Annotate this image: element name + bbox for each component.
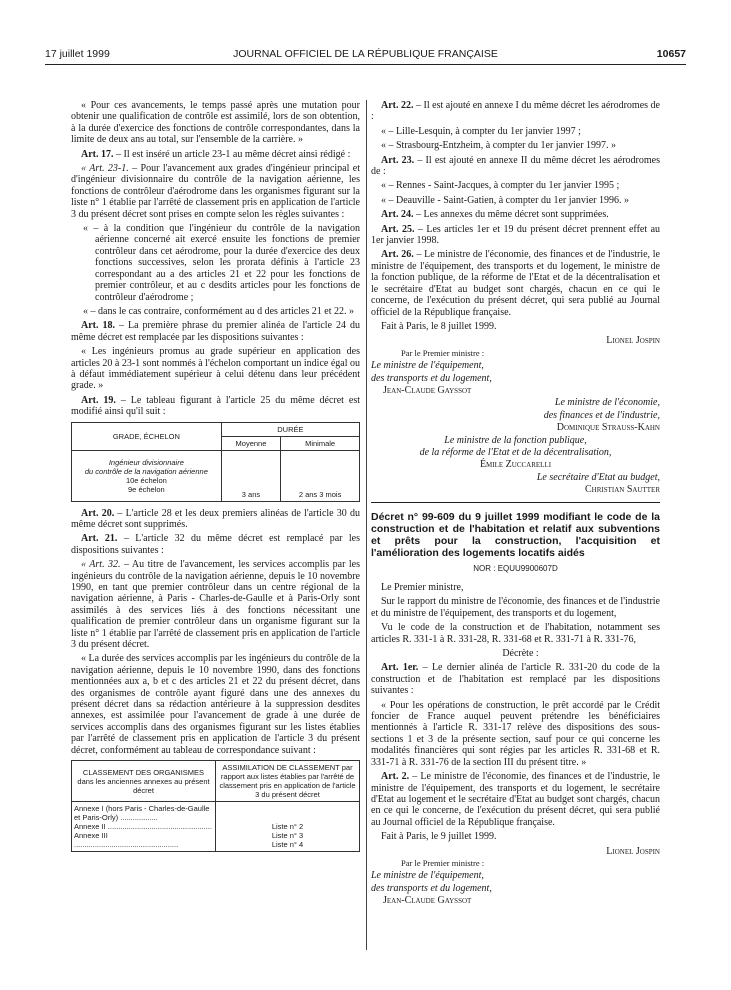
article-text: – Pour l'avancement aux grades d'ingénieur principal et d'ingénieur divisionnaire du contrôle de la navigation aérienne, les fonctions de contrôleur d'aérodrome dans les organismes figurant sur la liste n° 1 établie par l'arrêté de classement pris en application de l'article 3 du présent décret sont prises en compte selon les règles suivantes : xyxy=(71,163,360,220)
minister-title: Le ministre de l'équipement, xyxy=(371,360,484,372)
table-cell: 2 ans 3 mois xyxy=(281,450,360,501)
grade-line: Ingénieur divisionnaire xyxy=(108,457,184,467)
table-header: CLASSEMENT DES ORGANISMES dans les anciennes annexes au présent décret xyxy=(72,761,216,802)
article-label: Art. 25. xyxy=(381,223,415,235)
section-divider xyxy=(371,502,660,503)
paragraph: « La durée des services accomplis par les ingénieurs du contrôle de la navigation aérienne, depuis le 10 novembre 1990, dans des fonctions mentionnées aux a, b et c des articles 21 et 22 du présent décret, dans des organismes de contrôle ayant figuré dans une des annexes du présent décret dans sa rédaction antérieure à la suppression desdites annexes, est assimilée pour l'avancement de grade à une durée de services accomplis dans des organismes figurant sur les listes établies par l'arrêté de classement pris en application de l'article 3 du présent décret, conformément au tableau de correspondance suivant : xyxy=(71,653,360,756)
minister-title: des finances et de l'industrie, xyxy=(543,409,660,421)
grade-line: du contrôle de la navigation aérienne xyxy=(84,466,208,476)
table-row: Liste n° 2 xyxy=(271,822,304,832)
article-text: – Les articles 1er et 19 du présent décret prennent effet au 1er janvier 1998. xyxy=(371,223,661,247)
right-column xyxy=(371,100,660,908)
article-22 xyxy=(371,100,660,123)
paragraph: Vu le code de la construction et de l'habitation, notamment ses articles R. 331-1 à R. 331-28, R. 331-68 et R. 331-71 à R. 331-76, xyxy=(371,622,660,645)
list-item: « – Rennes - Saint-Jacques, à compter du 1er janvier 1995 ; xyxy=(381,180,620,192)
signature-date: Fait à Paris, le 8 juillet 1999. xyxy=(381,320,497,332)
table-cell xyxy=(72,450,222,501)
table-header: GRADE, ÉCHELON xyxy=(72,422,222,450)
article-label: « Art. 32. xyxy=(81,559,121,571)
signature-intro: Par le Premier ministre : xyxy=(401,347,485,358)
minister-title: Le ministre de l'équipement, xyxy=(371,870,484,882)
article-text: – L'article 32 du même décret est remplacé par les dispositions suivantes : xyxy=(71,533,361,556)
signatory: Émile Zuccarelli xyxy=(479,459,552,471)
article-label: Art. 26. xyxy=(381,249,414,261)
signature-date: Fait à Paris, le 9 juillet 1999. xyxy=(381,831,497,843)
table-cell xyxy=(72,802,216,852)
article-label: Art. 17. xyxy=(81,148,114,160)
article-19 xyxy=(71,395,360,418)
minister-title: des transports et du logement, xyxy=(371,372,492,384)
signature-intro: Par le Premier ministre : xyxy=(401,857,485,868)
column-divider xyxy=(366,100,367,950)
table-row: Annexe II .................................................. xyxy=(74,822,212,832)
minister-title: de la réforme de l'Etat et de la décentralisation, xyxy=(419,446,612,458)
article-label: Art. 18. xyxy=(81,320,115,332)
table-header: Minimale xyxy=(281,436,360,450)
table-cell: 3 ans xyxy=(221,450,280,501)
dash-item: « – à la condition que l'ingénieur du contrôle de la navigation aérienne concerné ait exercé ensuite les fonctions de premier contrôleur dans cet aérodrome, pour la durée d'exercice des deux fonctions successives, selon les prorata définis à l'article 23 correspondant au a des articles 21 et 22 pour les fonctions de premier contrôleur, et au c desdits articles pour les fonctions de contrôleur d'aérodrome ; xyxy=(83,223,360,303)
article-23 xyxy=(371,155,660,178)
signatory: Lionel Jospin xyxy=(606,845,660,857)
article-21 xyxy=(71,533,360,556)
article-label: Art. 23. xyxy=(381,154,415,166)
article-label: Art. 1er. xyxy=(381,662,419,674)
nor-reference: NOR : EQUU9900607D xyxy=(473,563,558,573)
article-label: Art. 20. xyxy=(81,507,115,519)
article-label: Art. 24. xyxy=(381,209,414,221)
article-23-1 xyxy=(71,163,360,220)
header-page-number: 10657 xyxy=(656,48,686,60)
paragraph: Le Premier ministre, xyxy=(381,582,464,593)
article-1 xyxy=(371,662,660,696)
signatory: Lionel Jospin xyxy=(606,335,660,347)
signatory: Dominique Strauss-Kahn xyxy=(556,422,660,434)
article-2 xyxy=(371,771,660,828)
table-header: Moyenne xyxy=(221,436,280,450)
minister-title: Le ministre de la fonction publique, xyxy=(444,434,587,446)
article-text: – Au titre de l'avancement, les services accomplis par les ingénieurs du contrôle de la navigation aérienne, depuis le 10 novembre 1990, en tant que premier contrôleur dans un centre régional de la navigation aérienne, à Paris - Charles-de-Gaulle et à Paris-Orly sont assimilés à des services liés à des fonctions nécessitant une qualification de premier contrôleur dans un organisme figurant sur la liste n° 1 établie par l'arrêté de classement pris en application de l'article 3 du présent décret. xyxy=(71,559,360,651)
article-26 xyxy=(371,249,660,317)
article-label: Art. 2. xyxy=(381,771,410,783)
page-header xyxy=(45,42,686,65)
minister-title: Le secrétaire d'Etat au budget, xyxy=(536,471,660,483)
article-text: – La première phrase du premier alinéa de l'article 24 du même décret est remplacée par les dispositions suivantes : xyxy=(71,320,360,343)
article-25 xyxy=(371,224,660,247)
header-journal-title: JOURNAL OFFICIEL DE LA RÉPUBLIQUE FRANÇAISE xyxy=(233,48,498,60)
list-item: « – Strasbourg-Entzheim, à compter du 1er janvier 1997. » xyxy=(381,140,617,152)
paragraph: « Les ingénieurs promus au grade supérieur en application des articles 20 à 23-1 sont nommés à l'échelon comportant un indice égal ou à défaut immédiatement supérieur à celui détenu dans leur précédent grade. » xyxy=(71,346,360,392)
minister-title: Le ministre de l'économie, xyxy=(554,397,660,409)
article-text: – Le ministre de l'économie, des finances et de l'industrie, le ministre de l'équipement, des transports et du logement, le secrétaire d'Etat au logement et le secrétaire d'Etat au budget sont chargés, chacun en ce qui le concerne, de l'exécution du présent décret, qui sera publié au Journal officiel de la République française. xyxy=(371,771,660,828)
article-text: – Le tableau figurant à l'article 25 du même décret est modifié ainsi qu'il suit : xyxy=(71,394,360,418)
article-text: – Le dernier alinéa de l'article R. 331-20 du code de la construction et de l'habitation est remplacé par les dispositions suivantes : xyxy=(371,662,660,697)
paragraph: Sur le rapport du ministre de l'économie, des finances et de l'industrie et du ministre de l'équipement, des transports et du logement, xyxy=(371,596,660,619)
article-text: – Il est ajouté en annexe I du même décret les aérodromes de : xyxy=(371,100,660,123)
echelon: 10e échelon xyxy=(125,475,167,485)
dash-item: « – dans le cas contraire, conformément au d des articles 21 et 22. » xyxy=(83,305,355,317)
article-text: – Il est inséré un article 23-1 au même décret ainsi rédigé : xyxy=(113,148,351,160)
duration-table xyxy=(71,422,360,502)
decree-title: Décret n° 99-609 du 9 juillet 1999 modifiant le code de la construction et de l'habitation et relatif aux subventions et prêts pour la construction, l'acquisition et l'amélioration des logements locatifs aidés xyxy=(371,510,660,559)
article-text: – Il est ajouté en annexe II du même décret les aérodromes de : xyxy=(371,154,660,178)
table-header: DURÉE xyxy=(221,422,359,436)
left-column xyxy=(71,100,360,858)
article-text: – Les annexes du même décret sont supprimées. xyxy=(413,209,609,221)
article-17 xyxy=(71,149,360,160)
echelon: 9e échelon xyxy=(128,484,165,494)
minister-title: des transports et du logement, xyxy=(371,882,492,894)
article-text: – L'article 28 et les deux premiers alinéas de l'article 30 du même décret sont supprimés. xyxy=(71,507,360,530)
article-text: – Le ministre de l'économie, des finances et de l'industrie, le ministre de l'équipement, des transports et du logement, le ministre de la fonction publique, de la réforme de l'Etat et de la décentralisation et le secrétaire d'Etat au budget sont chargés, chacun en ce qui le concerne, de l'exécution du présent décret, qui sera publié au Journal officiel de la République française. xyxy=(371,249,660,318)
table-header: ASSIMILATION DE CLASSEMENT par rapport aux listes établies par l'arrêté de classement pris en application de l'article 3 du présent décret xyxy=(216,761,360,802)
article-24 xyxy=(371,209,660,220)
article-label: Art. 22. xyxy=(381,100,414,111)
article-label: Art. 21. xyxy=(81,533,118,545)
paragraph: « Pour ces avancements, le temps passé après une mutation pour obtenir une qualification de contrôle est assimilé, lors de son obtention, à la durée d'exercice des fonctions de contrôle correspondantes, dans la limite de deux ans au total, sur l'ensemble de la carrière. » xyxy=(71,100,360,146)
table-cell xyxy=(216,802,360,852)
table-row: Annexe I (hors Paris - Charles-de-Gaulle et Paris-Orly) .................. xyxy=(74,804,210,823)
decrete: Décrète : xyxy=(502,648,539,660)
article-label: « Art. 23-1. xyxy=(81,163,129,175)
table-row: Liste n° 3 xyxy=(271,831,304,841)
article-32 xyxy=(71,559,360,650)
table-row: Annexe III .................................................. xyxy=(74,831,179,850)
list-item: « – Lille-Lesquin, à compter du 1er janvier 1997 ; xyxy=(381,125,581,137)
paragraph: « Pour les opérations de construction, le prêt accordé par le Crédit foncier de France auquel peuvent prétendre les bénéficiaires mentionnés à l'article R. 331-17 relève des dispositions des sous-sections 1 et 3 de la présente section, sauf pour ce qui concerne les modalités financières qui sont régies par les articles R. 331-68 et R. 331-71 à R. 331-76 de la section III du présent titre. » xyxy=(371,699,660,768)
signatory: Christian Sautter xyxy=(584,484,660,496)
article-20 xyxy=(71,508,360,531)
correspondence-table xyxy=(71,760,360,852)
list-item: « – Deauville - Saint-Gatien, à compter du 1er janvier 1996. » xyxy=(381,194,629,206)
article-18 xyxy=(71,320,360,343)
signatory: Jean-Claude Gayssot xyxy=(383,895,472,907)
header-date: 17 juillet 1999 xyxy=(45,48,110,60)
signatory: Jean-Claude Gayssot xyxy=(383,384,472,396)
table-row: Liste n° 4 xyxy=(271,840,304,850)
article-label: Art. 19. xyxy=(81,394,116,406)
